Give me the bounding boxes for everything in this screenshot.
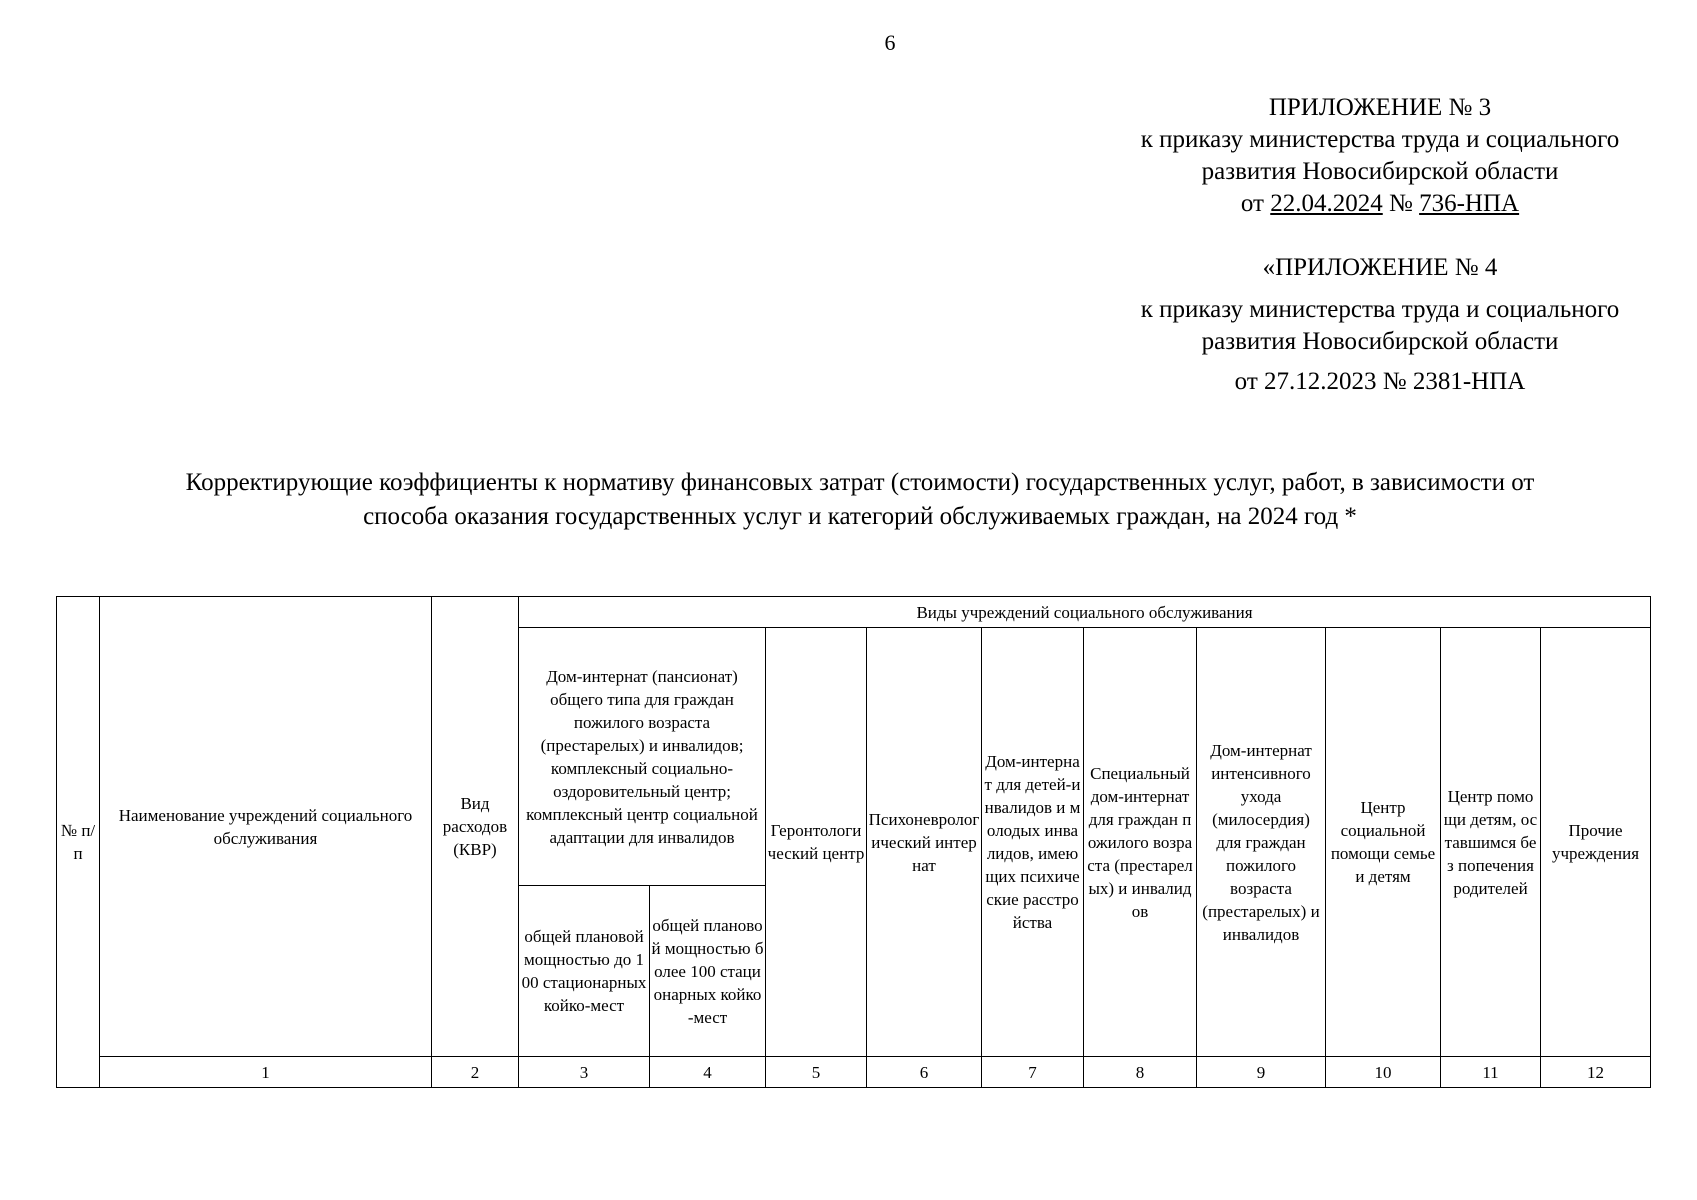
column-number: 8 (1084, 1057, 1197, 1088)
annex-3-date: 22.04.2024 (1270, 190, 1383, 217)
column-number: 3 (519, 1057, 650, 1088)
annex-4-line2: развития Новосибирской области (1201, 328, 1559, 355)
column-number: 7 (982, 1057, 1084, 1088)
header-family-center: Центр социальной помощи семье и детям (1326, 628, 1441, 1057)
header-number: № п/п (57, 597, 100, 1088)
annex-3-block (1080, 92, 1680, 220)
annex-3-prefix: от (1240, 190, 1264, 217)
column-numbers-row (57, 1057, 1651, 1088)
header-other-institutions: Прочие учреждения (1541, 628, 1651, 1057)
coefficients-table (56, 596, 1651, 1088)
annex-4-line3: от 27.12.2023 № 2381-НПА (1234, 368, 1526, 395)
header-intensive-care-internat: Дом-интернат интенсивного ухода (милосердия) для граждан пожилого возраста (престарелых) и инвалидов (1197, 628, 1326, 1057)
column-number: 2 (432, 1057, 519, 1088)
header-general-type: Дом-интернат (пансионат) общего типа для граждан пожилого возраста (престарелых) и инвалидов; комплексный социально-оздоровительный центр; комплексный центр социальной адаптации для инвалидов (519, 628, 766, 886)
header-children-internat: Дом-интернат для детей-инвалидов и молодых инвалидов, имеющих психические расстройства (982, 628, 1084, 1057)
document-title-line1: Корректирующие коэффициенты к нормативу финансовых затрат (стоимости) государственных услуг, работ, в зависимости от (185, 469, 1535, 496)
annex-4-title: «ПРИЛОЖЕНИЕ № 4 (1262, 254, 1498, 281)
column-number: 10 (1326, 1057, 1441, 1088)
column-number: 4 (650, 1057, 766, 1088)
annex-3-number-sign: № (1389, 190, 1413, 217)
column-number: 11 (1441, 1057, 1541, 1088)
header-kvr: Вид расходов (КВР) (432, 597, 519, 1057)
document-title-line2: способа оказания государственных услуг и категорий обслуживаемых граждан, на 2024 год * (363, 503, 1357, 530)
header-psychoneurological-internat: Психоневрологический интернат (867, 628, 982, 1057)
header-gerontological-center: Геронтологический центр (766, 628, 867, 1057)
header-capacity-up-to-100: общей плановой мощностью до 100 стационарных койко-мест (519, 886, 650, 1057)
annex-4-line1: к приказу министерства труда и социального (1140, 296, 1620, 323)
annex-4-block (1080, 252, 1680, 398)
annex-3-title: ПРИЛОЖЕНИЕ № 3 (1268, 94, 1492, 121)
page-number: 6 (884, 30, 896, 55)
column-number: 5 (766, 1057, 867, 1088)
column-number: 1 (100, 1057, 432, 1088)
annex-3-order (1080, 188, 1680, 220)
column-number: 12 (1541, 1057, 1651, 1088)
annex-3-line1: к приказу министерства труда и социального (1140, 126, 1620, 153)
column-number: 9 (1197, 1057, 1326, 1088)
annex-3-line2: развития Новосибирской области (1201, 158, 1559, 185)
header-institution-name: Наименование учреждений социального обслуживания (100, 597, 432, 1057)
document-title (60, 466, 1660, 534)
header-institution-types: Виды учреждений социального обслуживания (519, 597, 1651, 628)
column-number: 6 (867, 1057, 982, 1088)
annex-3-number: 736-НПА (1419, 190, 1520, 217)
header-special-internat: Специальный дом-интернат для граждан пожилого возраста (престарелых) и инвалидов (1084, 628, 1197, 1057)
header-capacity-over-100: общей плановой мощностью более 100 стационарных койко-мест (650, 886, 766, 1057)
header-orphans-center: Центр помощи детям, оставшимся без попечения родителей (1441, 628, 1541, 1057)
